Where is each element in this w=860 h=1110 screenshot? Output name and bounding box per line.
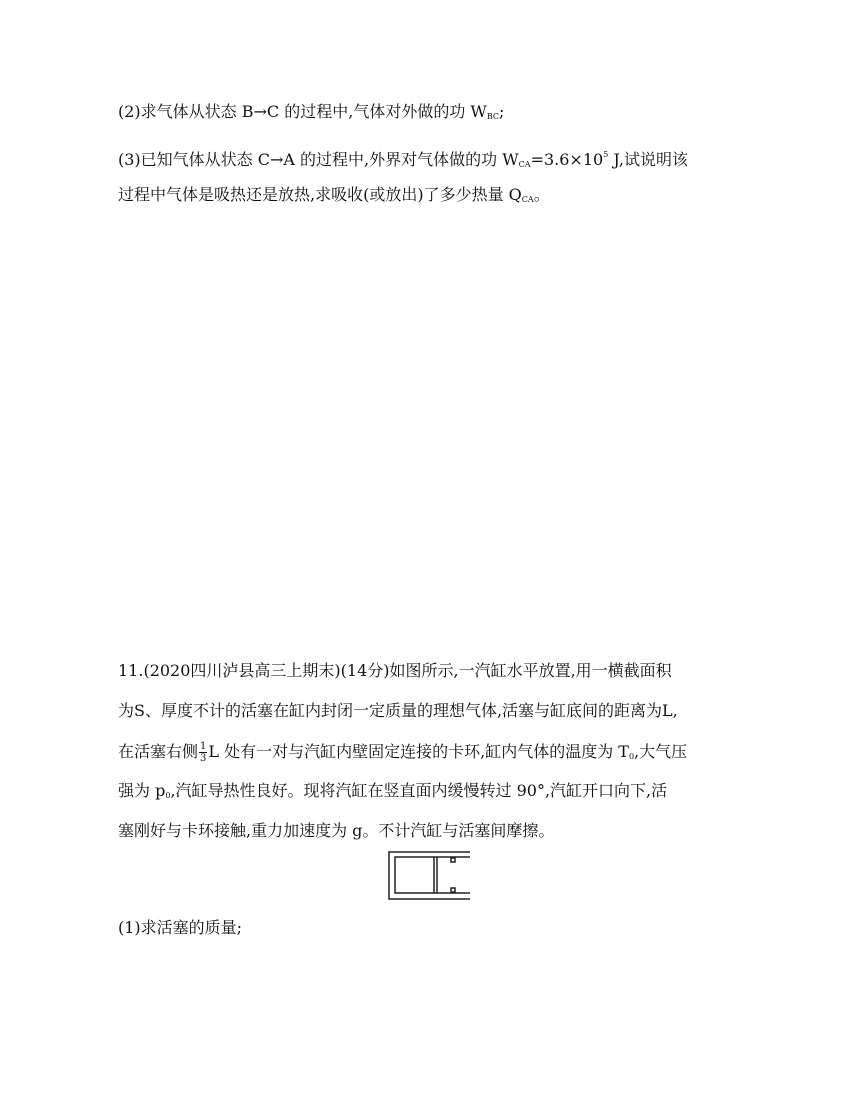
problem-11-line-2: 为S、厚度不计的活塞在缸内封闭一定质量的理想气体,活塞与缸底间的距离为L, <box>118 701 678 720</box>
cylinder-outer-wall <box>389 852 470 899</box>
problem-11-line-3: 在活塞右侧 $\frac{1}{3}$ L 处有一对与汽缸内壁固定连接的卡环,缸内气体的温度为 $T_0$,大气压 <box>118 741 688 764</box>
problem-11-line-4: 强为 $p_0$,汽缸导热性良好。现将汽缸在竖直面内缓慢转过 90°,汽缸开口向下,活 <box>118 781 668 800</box>
sub-question-1: (1)求活塞的质量; <box>118 918 243 937</box>
question-3-line-1: (3)已知气体从状态 C→A 的过程中,外界对气体做的功 $W_{CA}=3.6\times 10^5$ J,试说明该 <box>118 150 688 169</box>
question-2-line: (2)求气体从状态 B→C 的过程中,气体对外做的功 $W_{BC}$; <box>118 102 505 121</box>
cylinder-inner-wall <box>395 857 470 893</box>
fraction-one-third: $\frac{1}{3}$ <box>200 741 207 764</box>
cylinder-piston-diagram <box>388 851 472 901</box>
question-3-line-2: 过程中气体是吸热还是放热,求吸收(或放出)了多少热量 $Q_{CA}$。 <box>118 185 550 204</box>
problem-11-line-1: 11.(2020四川泸县高三上期末)(14分)如图所示,一汽缸水平放置,用一横截面积 <box>118 661 672 680</box>
bottom-retaining-ring <box>451 888 455 892</box>
top-retaining-ring <box>451 858 455 862</box>
problem-11-line-5: 塞刚好与卡环接触,重力加速度为 g。不计汽缸与活塞间摩擦。 <box>118 821 555 840</box>
